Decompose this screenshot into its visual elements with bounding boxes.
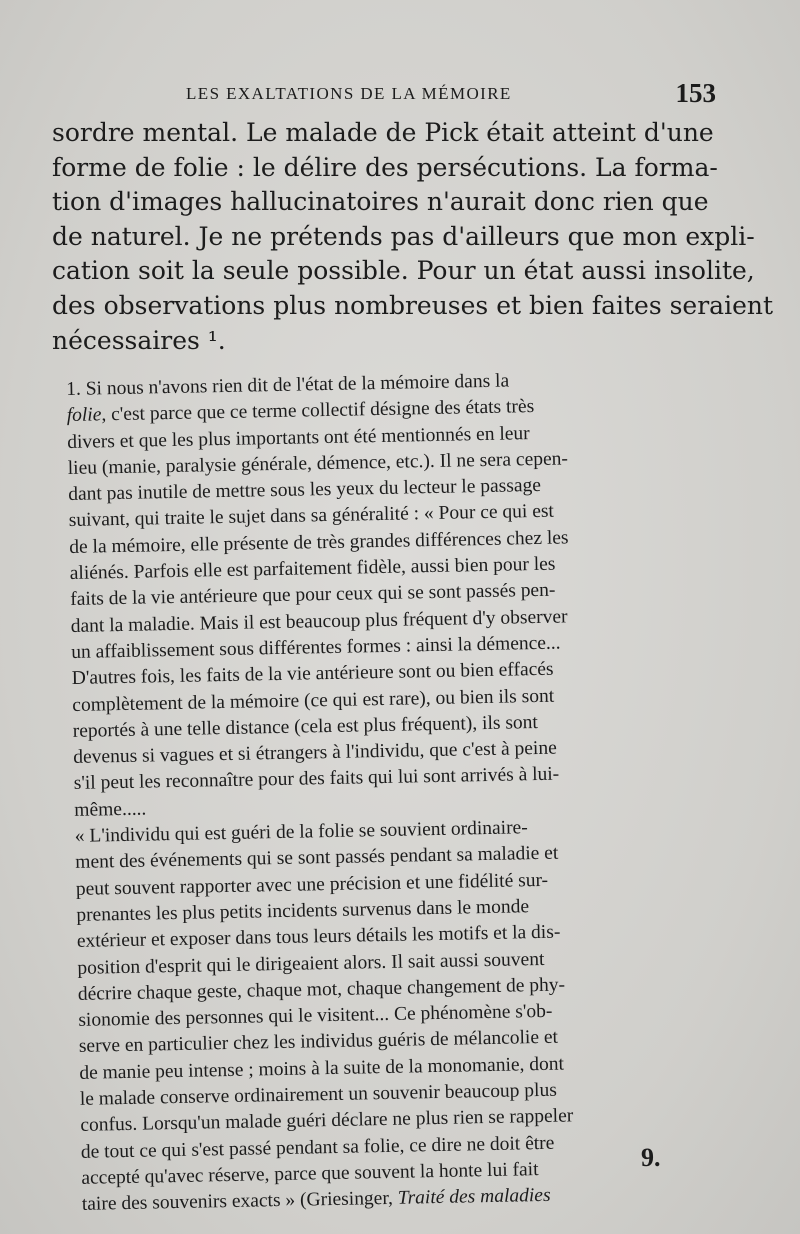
main-text-line: tion d'images hallucinatoires n'aurait donc rien que bbox=[52, 187, 709, 217]
footnote-line: dant la maladie. Mais il est beaucoup plus fréquent d'y observer bbox=[70, 606, 568, 637]
footnote-line: extérieur et exposer dans tous leurs détails les motifs et la dis- bbox=[76, 921, 561, 953]
footnote-line: reportés à une telle distance (cela est plus fréquent), ils sont bbox=[72, 711, 539, 742]
footnote-line: prenantes les plus petits incidents survenus dans le monde bbox=[76, 896, 530, 926]
page-header bbox=[186, 80, 716, 110]
footnote-line: devenus si vagues et si étrangers à l'individu, que c'est à peine bbox=[73, 737, 557, 769]
footnote-line: complètement de la mémoire (ce qui est rare), ou bien ils sont bbox=[72, 685, 555, 716]
footnote-line: même..... bbox=[74, 798, 147, 821]
main-text-line: sordre mental. Le malade de Pick était atteint d'une bbox=[52, 118, 714, 147]
running-title: LES EXALTATIONS DE LA MÉMOIRE bbox=[186, 84, 512, 103]
footnote-line-text: taire des souvenirs exacts » (Griesinger, bbox=[81, 1187, 399, 1216]
main-text-line: de naturel. Je ne prétends pas d'ailleurs que mon expli- bbox=[52, 221, 755, 251]
footnote-line: décrire chaque geste, chaque mot, chaque changement de phy- bbox=[77, 974, 566, 1005]
footnote-line: serve en particulier chez les individus guéris de mélancolie et bbox=[78, 1027, 559, 1058]
footnote-line: le malade conserve ordinairement un souvenir beaucoup plus bbox=[79, 1079, 558, 1110]
footnote-line: confus. Lorsqu'un malade guéri déclare ne plus rien se rappeler bbox=[80, 1105, 574, 1137]
footnote-line: de la mémoire, elle présente de très grandes différences chez les bbox=[69, 527, 569, 558]
main-text-line: cation soit la seule possible. Pour un état aussi insolite, bbox=[52, 256, 755, 286]
footnote-line: faits de la vie antérieure que pour ceux qui se sont passés pen- bbox=[70, 580, 556, 611]
footnote-line: de tout ce qui s'est passé pendant sa folie, ce dire ne doit être bbox=[80, 1132, 555, 1163]
main-text-line: des observations plus nombreuses et bien faites seraient bbox=[52, 290, 774, 320]
footnote-line-text: , c'est parce que ce terme collectif désigne des états très bbox=[101, 396, 535, 426]
footnote-line: ment des événements qui se sont passés pendant sa maladie et bbox=[75, 842, 559, 874]
signature-mark: 9. bbox=[641, 1143, 661, 1172]
main-text-line: nécessaires ¹. bbox=[52, 325, 226, 355]
main-paragraph bbox=[52, 116, 774, 358]
footnote-line: dant pas inutile de mettre sous les yeux du lecteur le passage bbox=[68, 475, 542, 506]
footnote bbox=[66, 364, 782, 1219]
footnote-line: suivant, qui traite le sujet dans sa généralité : « Pour ce qui est bbox=[68, 501, 555, 532]
footnote-line: position d'esprit qui le dirigeaient alors. Il sait aussi souvent bbox=[77, 948, 545, 979]
main-text-line: forme de folie : le délire des persécutions. La forma- bbox=[52, 152, 718, 182]
footnote-line: de manie peu intense ; moins à la suite de la monomanie, dont bbox=[79, 1053, 565, 1084]
footnote-line: aliénés. Parfois elle est parfaitement fidèle, aussi bien pour les bbox=[69, 553, 556, 585]
footnote-line: « L'individu qui est guéri de la folie se souvient ordinaire- bbox=[74, 817, 528, 847]
footnote-line: lieu (manie, paralysie générale, démence, etc.). Il ne sera cepen- bbox=[67, 448, 569, 479]
footnote-line: accepté qu'avec réserve, parce que souvent la honte lui fait bbox=[81, 1158, 539, 1189]
footnote-line: s'il peut les reconnaître pour des faits qui lui sont arrivés à lui- bbox=[73, 764, 560, 795]
footnote-line: un affaiblissement sous différentes formes : ainsi la démence... bbox=[71, 632, 561, 663]
footnote-line: divers et que les plus importants ont été mentionnés en leur bbox=[67, 422, 530, 453]
italic-title: Traité des maladies bbox=[397, 1185, 551, 1209]
italic-term: folie bbox=[66, 404, 102, 427]
page-number: 153 bbox=[675, 78, 716, 108]
footnote-line: 1. Si nous n'avons rien dit de l'état de la mémoire dans la bbox=[66, 370, 510, 400]
footnote-line: D'autres fois, les faits de la vie antérieure sont ou bien effacés bbox=[71, 658, 554, 690]
footnote-line: peut souvent rapporter avec une précision et une fidélité sur- bbox=[75, 869, 549, 900]
footnote-line: sionomie des personnes qui le visitent... Ce phénomène s'ob- bbox=[78, 1000, 553, 1032]
